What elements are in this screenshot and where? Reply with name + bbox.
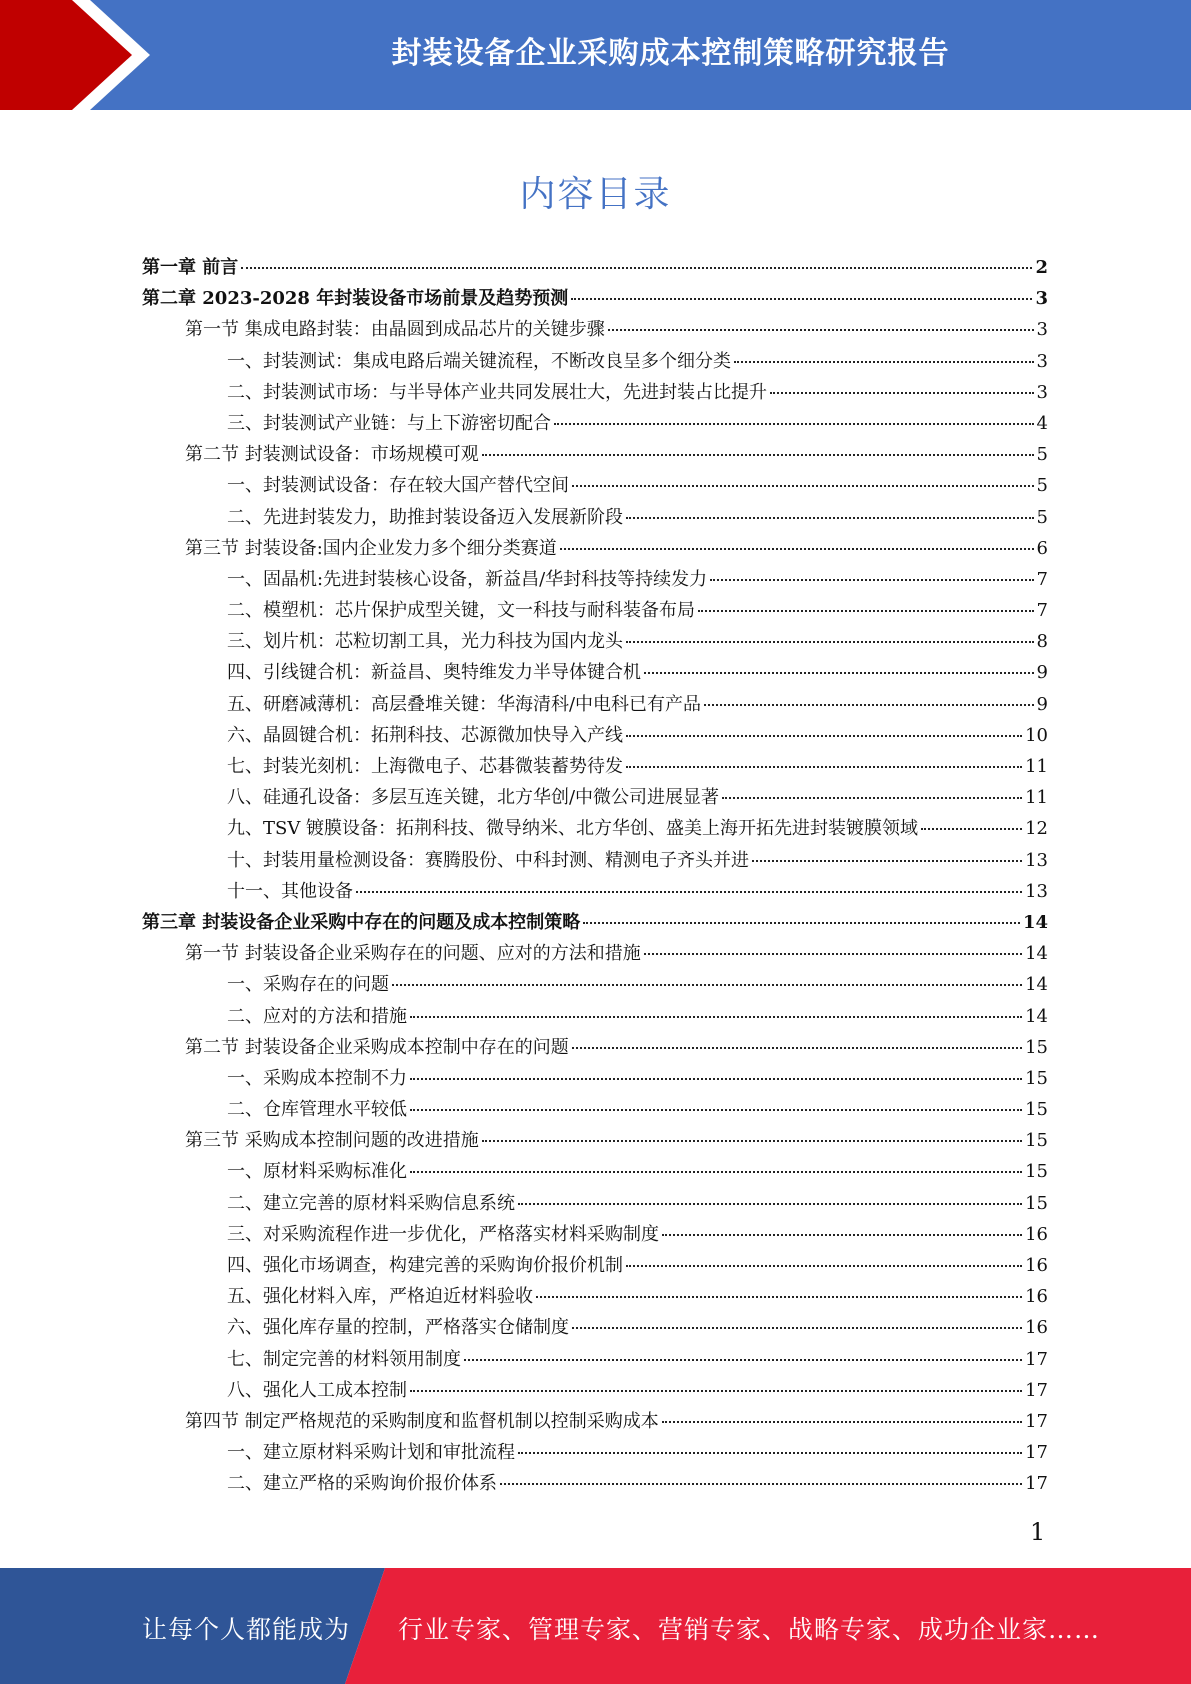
toc-leader-dots (560, 547, 1034, 550)
header-title: 封装设备企业采购成本控制策略研究报告 (391, 36, 950, 71)
toc-entry[interactable] (142, 876, 1048, 907)
toc-entry-text: 三、封装测试产业链：与上下游密切配合 (227, 412, 551, 434)
footer-slogan-left: 让每个人都能成为 (142, 1615, 351, 1644)
toc-entry-text: 四、强化市场调查，构建完善的采购询价报价机制 (227, 1255, 623, 1276)
toc-entry-text: 第二节 封装设备企业采购成本控制中存在的问题 (185, 1036, 569, 1058)
toc-entry-text: 第二章 2023-2028 年封装设备市场前景及趋势预测 (142, 288, 569, 310)
toc-entry-page: 17 (1025, 1473, 1048, 1495)
toc-leader-dots (722, 796, 1022, 799)
toc-entry-text: 五、强化材料入库，严格迫近材料验收 (227, 1286, 533, 1308)
toc-entry-page: 17 (1025, 1348, 1048, 1370)
toc-leader-dots (572, 484, 1034, 487)
toc-leader-dots (554, 422, 1034, 425)
toc-entry[interactable] (142, 751, 1048, 782)
toc-leader-dots (734, 360, 1034, 363)
toc-entry-page: 15 (1025, 1130, 1048, 1152)
toc-entry[interactable] (142, 346, 1048, 377)
page-footer (0, 1568, 1191, 1684)
toc-entry[interactable] (142, 969, 1048, 1000)
toc-entry-text: 第一章 前言 (142, 257, 239, 278)
toc-entry-page: 13 (1025, 880, 1048, 902)
toc-entry[interactable] (142, 938, 1048, 969)
toc-entry[interactable] (142, 1156, 1048, 1187)
toc-entry-text: 五、研磨减薄机：高层叠堆关键：华海清科/中电科已有产品 (227, 693, 702, 715)
toc-leader-dots (500, 1482, 1022, 1485)
table-of-contents (142, 252, 1048, 1500)
toc-entry[interactable] (142, 1406, 1048, 1437)
toc-entry[interactable] (142, 408, 1048, 439)
toc-entry-text: 一、封装测试设备：存在较大国产替代空间 (227, 475, 569, 497)
toc-entry-page: 17 (1025, 1410, 1048, 1432)
toc-entry-page: 15 (1025, 1192, 1048, 1214)
toc-leader-dots (644, 671, 1034, 674)
toc-entry-page: 14 (1025, 1005, 1048, 1027)
toc-entry-page: 14 (1022, 911, 1048, 933)
toc-entry-text: 第三节 封装设备:国内企业发力多个细分类赛道 (185, 537, 557, 559)
toc-entry-text: 第二节 封装测试设备：市场规模可观 (185, 444, 479, 466)
toc-entry-page: 17 (1025, 1442, 1048, 1464)
toc-entry-text: 二、应对的方法和措施 (227, 1005, 407, 1027)
toc-entry-text: 十一、其他设备 (227, 880, 353, 902)
toc-leader-dots (518, 1202, 1022, 1205)
toc-entry-page: 16 (1025, 1223, 1048, 1245)
toc-entry-page: 5 (1036, 506, 1048, 528)
toc-entry-page: 17 (1025, 1379, 1048, 1401)
toc-entry[interactable] (142, 1281, 1048, 1312)
toc-leader-dots (482, 453, 1034, 456)
toc-entry-text: 十、封装用量检测设备：赛腾股份、中科封测、精测电子齐头并进 (227, 849, 749, 871)
toc-leader-dots (644, 952, 1022, 955)
toc-entry[interactable] (142, 845, 1048, 876)
toc-leader-dots (704, 703, 1033, 706)
toc-entry-page: 7 (1036, 600, 1048, 622)
toc-title: 内容目录 (519, 174, 672, 215)
toc-entry-text: 八、强化人工成本控制 (227, 1379, 407, 1401)
toc-entry-text: 六、晶圆键合机：拓荆科技、芯源微加快导入产线 (227, 724, 623, 746)
toc-entry[interactable] (142, 813, 1048, 844)
toc-entry-text: 第一节 集成电路封装：由晶圆到成品芯片的关键步骤 (185, 319, 605, 341)
toc-entry[interactable] (142, 1188, 1048, 1219)
toc-entry[interactable] (142, 283, 1048, 314)
toc-entry-page: 2 (1035, 257, 1048, 278)
toc-entry[interactable] (142, 533, 1048, 564)
toc-entry[interactable] (142, 907, 1048, 938)
toc-entry-page: 16 (1025, 1317, 1048, 1339)
toc-entry-page: 11 (1025, 787, 1048, 809)
toc-entry[interactable] (142, 1375, 1048, 1406)
toc-leader-dots (626, 640, 1034, 643)
toc-entry-page: 10 (1025, 724, 1048, 746)
toc-leader-dots (572, 1326, 1022, 1329)
toc-entry[interactable] (142, 1063, 1048, 1094)
toc-entry[interactable] (142, 252, 1048, 283)
toc-entry-text: 九、TSV 镀膜设备：拓荆科技、微导纳米、北方华创、盛美上海开拓先进封装镀膜领域 (227, 818, 919, 840)
toc-entry[interactable] (142, 689, 1048, 720)
toc-entry-page: 14 (1025, 943, 1048, 965)
toc-entry-text: 一、采购存在的问题 (227, 974, 389, 996)
toc-leader-dots (571, 297, 1032, 300)
toc-entry[interactable] (142, 782, 1048, 813)
toc-leader-dots (410, 1170, 1022, 1173)
toc-entry-text: 二、建立完善的原材料采购信息系统 (227, 1192, 515, 1214)
toc-entry-page: 5 (1036, 444, 1048, 466)
toc-leader-dots (626, 734, 1022, 737)
toc-leader-dots (410, 1108, 1022, 1111)
toc-leader-dots (482, 1139, 1022, 1142)
toc-entry-text: 三、划片机：芯粒切割工具，光力科技为国内龙头 (227, 631, 623, 653)
toc-entry-page: 16 (1025, 1286, 1048, 1308)
toc-entry-text: 四、引线键合机：新益昌、奥特维发力半导体键合机 (227, 662, 641, 684)
toc-entry-page: 3 (1035, 288, 1048, 310)
toc-entry-text: 第三章 封装设备企业采购中存在的问题及成本控制策略 (142, 911, 581, 933)
toc-entry-page: 4 (1036, 412, 1048, 434)
toc-entry-text: 一、原材料采购标准化 (227, 1161, 407, 1183)
toc-entry-page: 9 (1036, 662, 1048, 684)
toc-leader-dots (518, 1451, 1022, 1454)
toc-leader-dots (626, 516, 1034, 519)
toc-entry-page: 8 (1036, 631, 1048, 653)
toc-entry-text: 二、封装测试市场：与半导体产业共同发展壮大，先进封装占比提升 (227, 381, 767, 403)
toc-entry[interactable] (142, 626, 1048, 657)
toc-entry-text: 七、封装光刻机：上海微电子、芯碁微装蓄势待发 (227, 756, 623, 777)
toc-entry-page: 15 (1025, 1099, 1048, 1121)
toc-leader-dots (626, 765, 1022, 768)
toc-leader-dots (626, 1264, 1022, 1267)
toc-leader-dots (770, 391, 1034, 394)
toc-entry-text: 一、固晶机:先进封装核心设备，新益昌/华封科技等持续发力 (227, 568, 708, 590)
toc-entry[interactable] (142, 470, 1048, 501)
footer-slogan-right: 行业专家、管理专家、营销专家、战略专家、成功企业家…… (398, 1615, 1101, 1644)
toc-entry[interactable] (142, 1032, 1048, 1063)
toc-leader-dots (710, 578, 1033, 581)
toc-entry[interactable] (142, 1312, 1048, 1343)
toc-entry[interactable] (142, 564, 1048, 595)
toc-entry-text: 第四节 制定严格规范的采购制度和监督机制以控制采购成本 (185, 1410, 659, 1432)
toc-entry-text: 第三节 采购成本控制问题的改进措施 (185, 1130, 479, 1152)
toc-entry[interactable] (142, 1437, 1048, 1468)
toc-entry-text: 二、模塑机：芯片保护成型关键，文一科技与耐科装备布局 (227, 600, 695, 622)
toc-leader-dots (536, 1295, 1022, 1298)
toc-leader-dots (410, 1077, 1022, 1080)
toc-entry-page: 16 (1025, 1255, 1048, 1276)
toc-leader-dots (698, 609, 1034, 612)
toc-entry[interactable] (142, 502, 1048, 533)
toc-entry-page: 15 (1025, 1036, 1048, 1058)
toc-entry[interactable] (142, 657, 1048, 688)
toc-leader-dots (662, 1233, 1022, 1236)
toc-entry-text: 二、先进封装发力，助推封装设备迈入发展新阶段 (227, 506, 623, 528)
toc-leader-dots (410, 1015, 1022, 1018)
toc-entry-text: 七、制定完善的材料领用制度 (227, 1348, 461, 1370)
toc-leader-dots (392, 983, 1022, 986)
toc-entry-page: 12 (1025, 818, 1048, 840)
toc-entry-text: 一、采购成本控制不力 (227, 1067, 407, 1089)
toc-entry[interactable] (142, 1094, 1048, 1125)
toc-leader-dots (410, 1389, 1022, 1392)
toc-entry[interactable] (142, 439, 1048, 470)
toc-entry[interactable] (142, 1219, 1048, 1250)
toc-entry[interactable] (142, 1344, 1048, 1375)
toc-entry-text: 第一节 封装设备企业采购存在的问题、应对的方法和措施 (185, 943, 641, 965)
toc-entry-text: 二、仓库管理水平较低 (227, 1099, 407, 1121)
toc-entry[interactable] (142, 595, 1048, 626)
toc-entry-page: 11 (1025, 756, 1048, 777)
toc-entry-page: 7 (1036, 568, 1048, 590)
toc-entry-page: 15 (1025, 1161, 1048, 1183)
toc-entry-text: 一、建立原材料采购计划和审批流程 (227, 1442, 515, 1464)
toc-entry-page: 3 (1036, 319, 1048, 341)
toc-leader-dots (356, 890, 1022, 893)
toc-entry[interactable] (142, 720, 1048, 751)
toc-leader-dots (662, 1420, 1022, 1423)
toc-leader-dots (752, 859, 1022, 862)
toc-entry-text: 八、硅通孔设备：多层互连关键，北方华创/中微公司进展显著 (227, 787, 720, 809)
toc-entry-page: 5 (1036, 475, 1048, 497)
toc-entry[interactable] (142, 377, 1048, 408)
toc-leader-dots (921, 827, 1022, 830)
toc-entry[interactable] (142, 314, 1048, 345)
toc-entry[interactable] (142, 1001, 1048, 1032)
toc-entry-page: 15 (1025, 1067, 1048, 1089)
toc-entry-text: 三、对采购流程作进一步优化，严格落实材料采购制度 (227, 1223, 659, 1245)
toc-entry-page: 3 (1036, 350, 1048, 372)
toc-leader-dots (608, 328, 1034, 331)
toc-entry-page: 14 (1025, 974, 1048, 996)
toc-leader-dots (464, 1358, 1022, 1361)
toc-entry[interactable] (142, 1468, 1048, 1499)
page-number: 1 (1030, 1518, 1046, 1546)
toc-entry-page: 6 (1036, 537, 1048, 559)
page-header (0, 0, 1191, 110)
toc-leader-dots (241, 266, 1032, 269)
toc-entry[interactable] (142, 1250, 1048, 1281)
toc-entry-text: 一、封装测试：集成电路后端关键流程，不断改良呈多个细分类 (227, 350, 731, 372)
toc-entry-page: 3 (1036, 381, 1048, 403)
toc-entry-text: 二、建立严格的采购询价报价体系 (227, 1473, 497, 1495)
toc-leader-dots (572, 1046, 1022, 1049)
toc-entry-page: 13 (1025, 849, 1048, 871)
toc-entry-page: 9 (1036, 693, 1048, 715)
toc-leader-dots (583, 921, 1020, 924)
toc-entry[interactable] (142, 1125, 1048, 1156)
toc-entry-text: 六、强化库存量的控制，严格落实仓储制度 (227, 1317, 569, 1339)
